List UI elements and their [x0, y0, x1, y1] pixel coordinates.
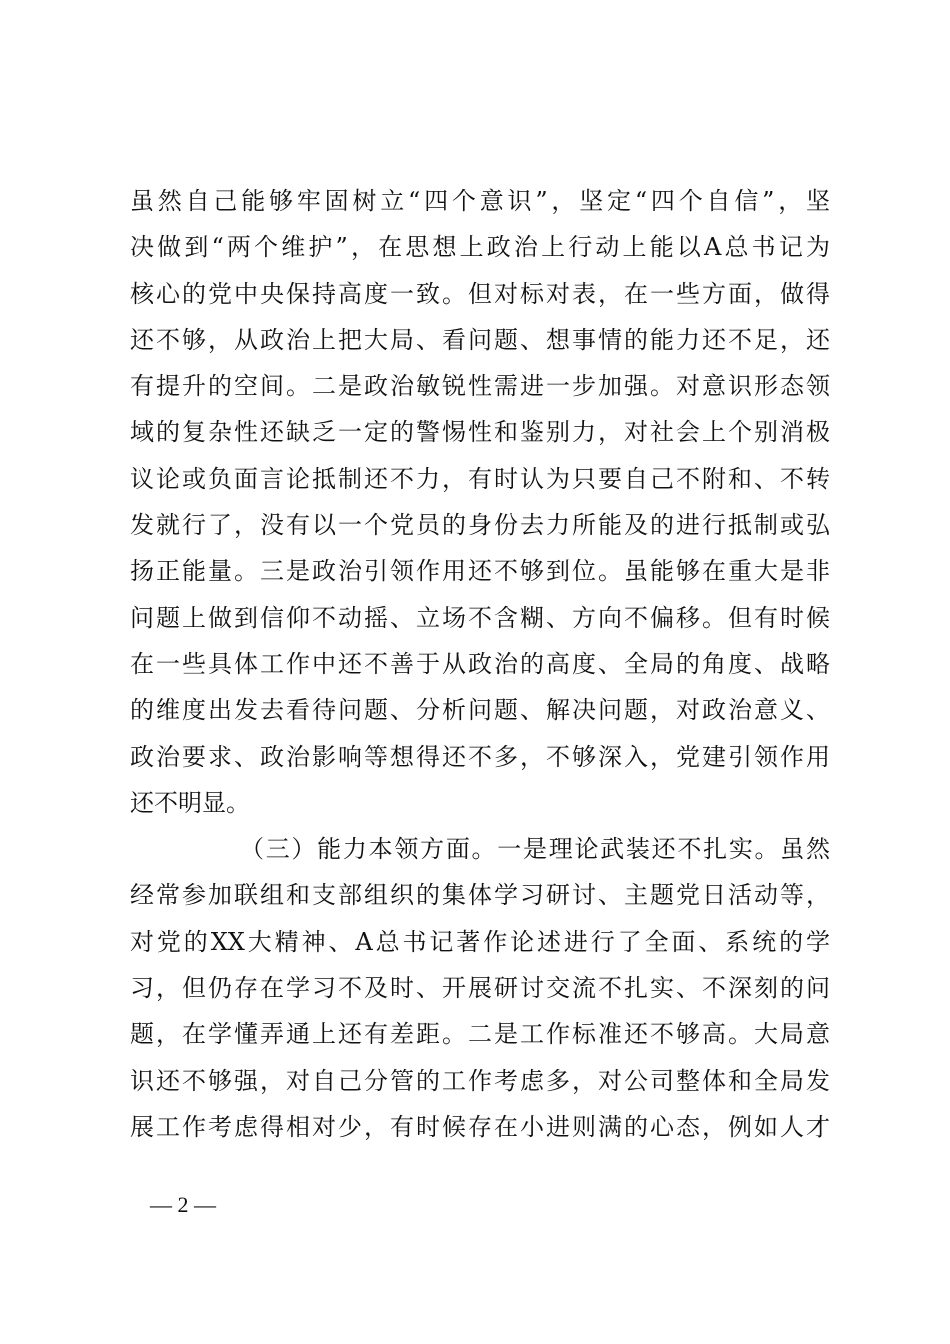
- text-line-12: 的维度出发去看待问题、分析问题、解决问题，对政治意义、: [130, 696, 830, 725]
- text-line-8: 发就行了，没有以一个党员的身份去力所能及的进行抵制或弘: [130, 511, 830, 540]
- text-line-9: 扬正能量。三是政治引领作用还不够到位。虽能够在重大是非: [130, 557, 830, 586]
- text-line-3: 核心的党中央保持高度一致。但对标对表，在一些方面，做得: [130, 279, 830, 308]
- text-line-6: 域的复杂性还缺乏一定的警惕性和鉴别力，对社会上个别消极: [130, 418, 830, 447]
- text-line-20: 识还不够强，对自己分管的工作考虑多，对公司整体和全局发: [130, 1066, 830, 1095]
- text-line-10: 问题上做到信仰不动摇、立场不含糊、方向不偏移。但有时候: [130, 603, 830, 632]
- text-line-1: 虽然自己能够牢固树立“四个意识”，坚定“四个自信”，坚: [130, 187, 830, 215]
- text-line-21: 展工作考虑得相对少，有时候存在小进则满的心态，例如人才: [130, 1112, 830, 1141]
- text-line-11: 在一些具体工作中还不善于从政治的高度、全局的角度、战略: [130, 649, 830, 678]
- text-line-5: 有提升的空间。二是政治敏锐性需进一步加强。对意识形态领: [130, 372, 830, 401]
- text-line-17: 对党的XX大精神、A总书记著作论述进行了全面、系统的学: [130, 927, 830, 956]
- section-heading-line: （三）能力本领方面。一是理论武装还不扎实。虽然: [240, 835, 830, 864]
- text-line-4: 还不够，从政治上把大局、看问题、想事情的能力还不足，还: [130, 325, 830, 354]
- text-line-16: 经常参加联组和支部组织的集体学习研讨、主题党日活动等，: [130, 881, 830, 910]
- page-number: — 2 —: [150, 1192, 216, 1217]
- text-line-14: 还不明显。: [130, 788, 250, 817]
- text-line-13: 政治要求、政治影响等想得还不多，不够深入，党建引领作用: [130, 742, 830, 771]
- text-line-18: 习，但仍存在学习不及时、开展研讨交流不扎实、不深刻的问: [130, 974, 830, 1003]
- body-text: [130, 178, 830, 1150]
- text-line-2: 决做到“两个维护”，在思想上政治上行动上能以A总书记为: [130, 233, 830, 262]
- text-line-7: 议论或负面言论抵制还不力，有时认为只要自己不附和、不转: [130, 464, 830, 493]
- text-line-19: 题，在学懂弄通上还有差距。二是工作标准还不够高。大局意: [130, 1020, 830, 1049]
